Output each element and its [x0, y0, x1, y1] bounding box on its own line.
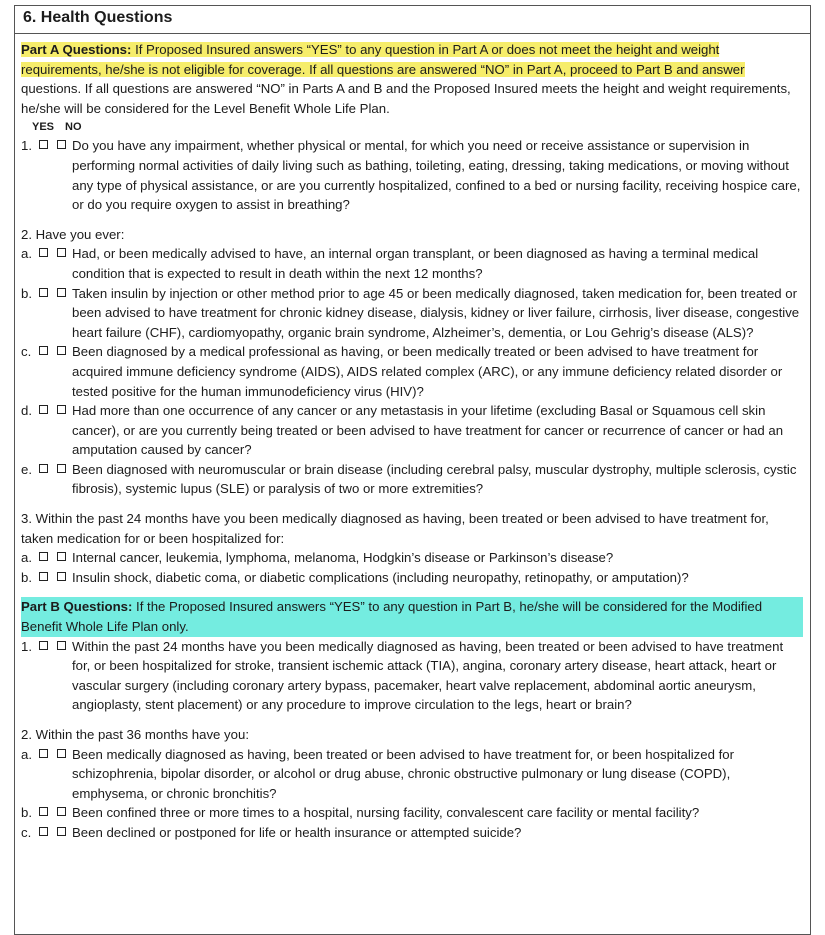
yes-checkbox[interactable]	[39, 552, 48, 561]
question-text: Insulin shock, diabetic coma, or diabetic complications (including neuropathy, retinopathy, or amputation)?	[72, 569, 689, 585]
question-text: Taken insulin by injection or other method prior to age 45 or been medically diagnosed, taken medication for, been treated or been advised to have treatment for chronic kidney disease, dialysis, kidney or liver failure, cirrhosis, liver disease, congestive heart failure (CHF), cardiomyopathy, organic brain syndrome, Alzheimer’s, dementia, or Lou Gehrig’s disease (ALS)?	[72, 285, 800, 340]
part-a-question-3-heading: 3. Within the past 24 months have you been medically diagnosed as having, been treated or been advised to have treatment for, taken medication for or been hospitalized for:	[21, 511, 769, 546]
question-letter: a.	[21, 746, 32, 762]
question-letter: b.	[21, 569, 32, 585]
no-checkbox[interactable]	[57, 827, 66, 836]
part-a-question-2c	[21, 342, 803, 401]
no-checkbox[interactable]	[57, 248, 66, 257]
part-b-label: Part B Questions:	[21, 599, 133, 615]
question-text: Do you have any impairment, whether physical or mental, for which you need or receive assistance or supervision in performing normal activities of daily living such as bathing, toileting, eating, dressing, taking medications, or moving without any type of physical assistance, or are you currently hospitalized, confined to a bed or nursing facility, receiving hospice care, or do you require oxygen to assist in breathing?	[72, 138, 801, 213]
question-letter: a.	[21, 246, 32, 262]
no-checkbox[interactable]	[57, 288, 66, 297]
no-checkbox[interactable]	[57, 140, 66, 149]
part-a-question-2-heading: 2. Have you ever:	[21, 226, 125, 242]
yes-no-header	[21, 118, 803, 136]
part-b-intro-text: If the Proposed Insured answers “YES” to any question in Part B, he/she will be considered for the Modified Benefit Whole Life Plan only.	[21, 599, 763, 635]
question-letter: e.	[21, 461, 32, 477]
question-text: Had, or been medically advised to have, an internal organ transplant, or been diagnosed as having a terminal medical condition that is expected to result in death within the next 12 months?	[72, 246, 759, 281]
no-checkbox[interactable]	[57, 807, 66, 816]
yes-checkbox[interactable]	[39, 572, 48, 581]
yes-checkbox[interactable]	[39, 807, 48, 816]
part-b-question-2c	[21, 823, 803, 843]
part-a-question-2a	[21, 244, 803, 283]
yes-checkbox[interactable]	[39, 288, 48, 297]
question-text: Been declined or postponed for life or health insurance or attempted suicide?	[72, 824, 522, 840]
question-text: Been diagnosed by a medical professional as having, or been medically treated or been advised to have treatment for acquired immune deficiency syndrome (AIDS), AIDS related complex (ARC), or any immune deficiency related disorder or tested positive for the human immunodeficiency virus (HIV)?	[72, 344, 783, 399]
part-b-question-2b	[21, 803, 803, 823]
yes-checkbox[interactable]	[39, 464, 48, 473]
part-a-question-3a	[21, 548, 803, 568]
part-a-question-3b	[21, 568, 803, 588]
question-text: Had more than one occurrence of any cancer or any metastasis in your lifetime (excluding Basal or Squamous cell skin cancer), or are you currently being treated or been advised to have treatment for cancer or recurrence of cancer or had an amputation caused by cancer?	[72, 403, 784, 458]
part-b-question-1	[21, 637, 803, 715]
section-title: 6. Health Questions	[23, 9, 173, 26]
part-a-intro	[21, 40, 803, 118]
title-divider	[14, 33, 811, 34]
part-a-intro-rest-text: questions. If all questions are answered “NO” in Parts A and B and the Proposed Insured meets the height and weight requirements, he/she will be considered for the Level Benefit Whole Life Plan.	[21, 81, 791, 116]
part-a-label: Part A Questions:	[21, 42, 132, 57]
health-questions-content	[21, 40, 803, 843]
question-text: Been medically diagnosed as having, been treated or been advised to have treatment for, or been hospitalized for schizophrenia, bipolar disorder, or alcohol or drug abuse, chronic obstructive pulmonary or lung disease (COPD), emphysema, or chronic bronchitis?	[72, 746, 735, 801]
question-letter: b.	[21, 805, 32, 821]
yes-checkbox[interactable]	[39, 140, 48, 149]
part-a-question-1	[21, 136, 803, 214]
part-b-question-2-heading: 2. Within the past 36 months have you:	[21, 727, 249, 742]
part-a-highlight	[21, 42, 745, 77]
part-b-intro	[21, 597, 803, 636]
yes-column-label: YES	[32, 121, 55, 134]
question-letter: b.	[21, 285, 32, 301]
yes-checkbox[interactable]	[39, 749, 48, 758]
question-number: 1.	[21, 138, 32, 154]
no-checkbox[interactable]	[57, 346, 66, 355]
question-letter: a.	[21, 550, 32, 566]
no-column-label: NO	[65, 121, 82, 134]
part-a-intro-highlight-text: If Proposed Insured answers “YES” to any question in Part A or does not meet the height and weight requirements, he/she is not eligible for coverage. If all questions are answered “NO” in Part A, proceed to Part B and answer	[21, 42, 745, 77]
no-checkbox[interactable]	[57, 641, 66, 650]
part-a-question-2d	[21, 401, 803, 460]
yes-checkbox[interactable]	[39, 405, 48, 414]
question-text: Within the past 24 months have you been medically diagnosed as having, been treated or been advised to have treatment for, or been hospitalized for stroke, transient ischemic attack (TIA), angina, coronary artery disease, heart attack, heart or vascular surgery (including coronary artery bypass, pacemaker, heart valve replacement, abdominal aortic aneurysm, angioplasty, stent placement) or any procedure to improve circulation to the legs, heart or brain?	[72, 638, 784, 713]
no-checkbox[interactable]	[57, 464, 66, 473]
part-a-question-2-list	[21, 244, 803, 499]
yes-checkbox[interactable]	[39, 248, 48, 257]
question-letter: c.	[21, 824, 32, 840]
no-checkbox[interactable]	[57, 749, 66, 758]
no-checkbox[interactable]	[57, 572, 66, 581]
no-checkbox[interactable]	[57, 552, 66, 561]
question-letter: d.	[21, 403, 32, 419]
yes-checkbox[interactable]	[39, 827, 48, 836]
yes-checkbox[interactable]	[39, 641, 48, 650]
question-text: Been diagnosed with neuromuscular or brain disease (including cerebral palsy, muscular dystrophy, multiple sclerosis, cystic fibrosis), systemic lupus (SLE) or paralysis of two or more extremities?	[72, 461, 797, 497]
part-b-question-2a	[21, 745, 803, 804]
question-text: Been confined three or more times to a hospital, nursing facility, convalescent care facility or mental facility?	[72, 805, 700, 821]
part-a-question-2e	[21, 460, 803, 499]
part-a-question-2b	[21, 284, 803, 343]
question-number: 1.	[21, 638, 32, 654]
question-letter: c.	[21, 344, 32, 360]
question-text: Internal cancer, leukemia, lymphoma, melanoma, Hodgkin’s disease or Parkinson’s disease?	[72, 550, 614, 566]
no-checkbox[interactable]	[57, 405, 66, 414]
yes-checkbox[interactable]	[39, 346, 48, 355]
